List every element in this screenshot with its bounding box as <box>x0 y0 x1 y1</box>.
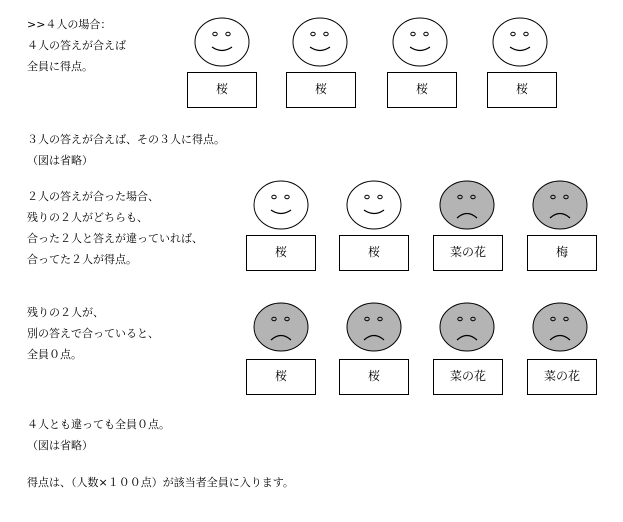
smiley-face-icon <box>194 17 250 67</box>
face-icon <box>492 17 548 67</box>
smiley-face-icon <box>346 180 402 230</box>
answer-label: 桜 <box>367 244 380 259</box>
face-icon <box>292 17 348 67</box>
footer-text <box>27 472 294 493</box>
face-head <box>347 303 401 351</box>
answer-label: 桜 <box>314 81 327 96</box>
sad-face-icon <box>532 302 588 352</box>
face-icon <box>194 17 250 67</box>
face-head <box>533 181 587 229</box>
face-icon <box>253 180 309 230</box>
face-head <box>195 18 249 66</box>
answer-label: 菜の花 <box>449 244 486 259</box>
section4-text <box>27 302 159 365</box>
face-head <box>440 181 494 229</box>
answer-box <box>246 359 316 395</box>
face-icon <box>532 302 588 352</box>
section5-line: ４人とも違っても全員０点。 <box>27 418 170 431</box>
sad-face-icon <box>439 302 495 352</box>
answer-box <box>433 235 503 271</box>
section4-line: 別の答えで合っていると、 <box>27 327 159 340</box>
face-icon <box>346 180 402 230</box>
sad-face-icon <box>439 180 495 230</box>
answer-label: 菜の花 <box>449 368 486 383</box>
section4-line: 全員０点。 <box>27 348 82 361</box>
face-head <box>254 303 308 351</box>
face-head <box>393 18 447 66</box>
answer-box <box>527 235 597 271</box>
face-icon <box>346 302 402 352</box>
answer-box <box>187 72 257 108</box>
section1-line: ４人の答えが合えば <box>27 39 126 52</box>
section3-line: 合った２人と答えが違っていれば、 <box>27 232 203 245</box>
answer-label: 桜 <box>274 244 287 259</box>
section1-line: 全員に得点。 <box>27 60 93 73</box>
answer-label: 桜 <box>515 81 528 96</box>
answer-label: 菜の花 <box>543 368 580 383</box>
answer-box <box>487 72 557 108</box>
section2-line: ３人の答えが合えば、その３人に得点。 <box>27 133 225 146</box>
face-head <box>440 303 494 351</box>
section1-line: >>４人の場合： <box>27 18 112 31</box>
section4-line: 残りの２人が、 <box>27 306 104 319</box>
smiley-face-icon <box>392 17 448 67</box>
section3-line: ２人の答えが合った場合、 <box>27 190 159 203</box>
face-head <box>493 18 547 66</box>
sad-face-icon <box>253 302 309 352</box>
section5-text <box>27 414 170 456</box>
section3-text <box>27 186 203 270</box>
answer-box <box>387 72 457 108</box>
face-icon <box>532 180 588 230</box>
face-head <box>293 18 347 66</box>
face-icon <box>439 180 495 230</box>
answer-box <box>246 235 316 271</box>
sad-face-icon <box>532 180 588 230</box>
section5-line: （図は省略） <box>27 439 93 452</box>
answer-label: 桜 <box>367 368 380 383</box>
sad-face-icon <box>346 302 402 352</box>
face-icon <box>253 302 309 352</box>
answer-label: 桜 <box>215 81 228 96</box>
face-head <box>533 303 587 351</box>
answer-box <box>433 359 503 395</box>
smiley-face-icon <box>253 180 309 230</box>
answer-box <box>339 359 409 395</box>
section1-text <box>27 14 126 77</box>
face-head <box>254 181 308 229</box>
answer-label: 桜 <box>415 81 428 96</box>
section2-text <box>27 129 225 171</box>
answer-box <box>339 235 409 271</box>
face-head <box>347 181 401 229</box>
smiley-face-icon <box>492 17 548 67</box>
face-icon <box>439 302 495 352</box>
section3-line: 合ってた２人が得点。 <box>27 253 137 266</box>
answer-box <box>527 359 597 395</box>
section2-line: （図は省略） <box>27 154 93 167</box>
smiley-face-icon <box>292 17 348 67</box>
answer-label: 桜 <box>274 368 287 383</box>
section3-line: 残りの２人がどちらも、 <box>27 211 148 224</box>
face-icon <box>392 17 448 67</box>
footer-line: 得点は、（人数×１００点）が該当者全員に入ります。 <box>27 476 294 489</box>
answer-label: 梅 <box>555 244 568 259</box>
answer-box <box>286 72 356 108</box>
